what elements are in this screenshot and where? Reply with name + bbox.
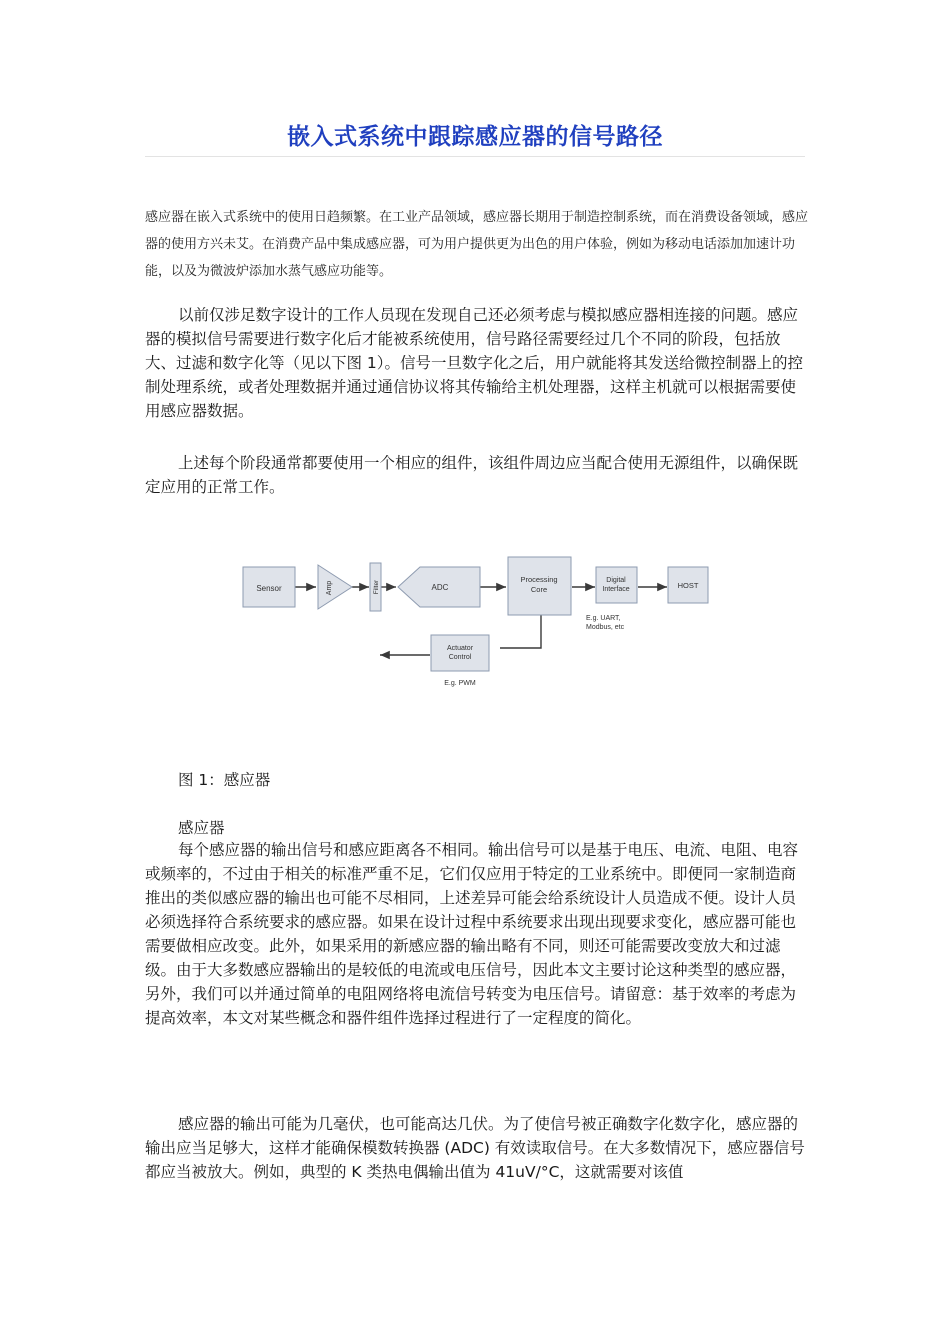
actuator-label-line1: Actuator (446, 645, 474, 652)
sensor-block (243, 567, 295, 607)
paragraph-2: 上述每个阶段通常都要使用一个相应的组件，该组件周边应当配合使用无源组件，以确保既定应用的正常工作。 (145, 454, 799, 496)
adc-block (398, 567, 480, 607)
section-heading: 感应器 (178, 819, 225, 837)
adc-label: ADC (431, 583, 449, 592)
uart-note-line2: Modbus, etc (586, 624, 625, 631)
digital-interface-block (596, 567, 637, 603)
paragraph-3: 每个感应器的输出信号和感应距离各不相同。输出信号可以是基于电压、电流、电阻、电容或频率的，不过由于相关的标准严重不足，它们仅应用于特定的工业系统中。即便同一家制造商推出的类似感应器的输出也可能不尽相同，上述差异可能会给系统设计人员造成不便。设计人员必须选择符合系统要求的感应器。如果在设计过程中系统要求出现出现要求变化，感应器可能也需要做相应改变。此外，如果采用的新感应器的输出略有不同，则还可能需要改变放大和过滤级。由于大多数感应器输出的是较低的电流或电压信号，因此本文主要讨论这种类型的感应器，另外，我们可以并通过简单的电阻网络将电流信号转变为电压信号。请留意：基于效率的考虑为提高效率，本文对某些概念和器件组件选择过程进行了一定程度的简化。 (145, 841, 799, 1027)
page-title: 嵌入式系统中跟踪感应器的信号路径 (287, 124, 663, 150)
host-block (668, 567, 708, 603)
actuator-control-block (431, 635, 489, 671)
filter-label: Filter (373, 579, 380, 595)
amp-label: Amp (326, 580, 333, 596)
amp-block (318, 565, 352, 609)
title-divider (145, 156, 805, 157)
paragraph-1: 以前仅涉足数字设计的工作人员现在发现自己还必须考虑与模拟感应器相连接的问题。感应器的模拟信号需要进行数字化后才能被系统使用，信号路径需要经过几个不同的阶段，包括放大、过滤和数字化等（见以下图 1）。信号一旦数字化之后，用户就能将其发送给微控制器上的控制处理系统，或者处理数据并通过通信协议将其传输给主机处理器，这样主机就可以根据需要使用感应器数据。 (145, 306, 804, 420)
digital-label-line2: Interface (602, 586, 630, 593)
filter-block (370, 563, 381, 611)
digital-label-line1: Digital (606, 577, 626, 584)
figure-caption: 图 1：感应器 (178, 771, 271, 789)
intro-paragraph: 感应器在嵌入式系统中的使用日趋频繁。在工业产品领域，感应器长期用于制造控制系统，而在消费设备领域，感应器的使用方兴未艾。在消费产品中集成感应器，可为用户提供更为出色的用户体验，例如为移动电话添加加速计功能，以及为微波炉添加水蒸气感应功能等。 (145, 210, 809, 279)
uart-note-line1: E.g. UART, (586, 615, 621, 622)
pwm-note: E.g. PWM (444, 680, 476, 687)
signal-path-diagram (230, 545, 730, 695)
core-label-line1: Processing (520, 575, 558, 584)
sensor-label: Sensor (256, 584, 282, 593)
host-label: HOST (677, 581, 699, 590)
processing-core-block (508, 557, 571, 615)
core-label-line2: Core (530, 585, 548, 594)
paragraph-4: 感应器的输出可能为几毫伏，也可能高达几伏。为了使信号被正确数字化数字化，感应器的输出应当足够大，这样才能确保模数转换器 (ADC) 有效读取信号。在大多数情况下，感应器信号都应当被放大。例如，典型的 K 类热电偶输出值为 41uV/°C，这就需要对该值 (145, 1115, 805, 1181)
actuator-label-line2: Control (448, 654, 472, 661)
